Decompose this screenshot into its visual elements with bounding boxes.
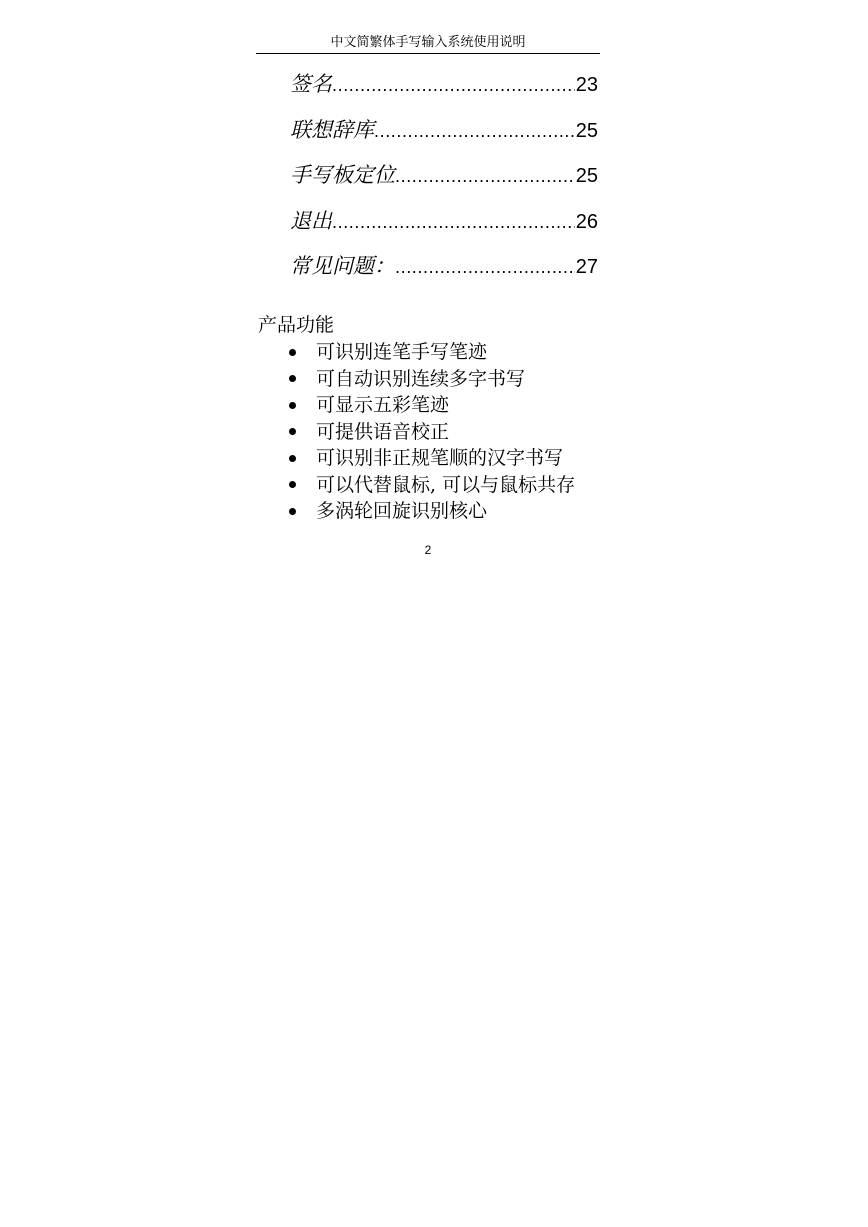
list-item: [286, 498, 616, 525]
list-item-text: 可提供语音校正: [316, 420, 450, 443]
list-item-text: 多涡轮回旋识别核心: [316, 500, 488, 523]
table-of-contents: [290, 66, 598, 294]
toc-entry: [290, 203, 598, 249]
bullet-icon: [289, 349, 296, 356]
bullet-icon: [289, 375, 296, 382]
toc-entry-title: 签名: [290, 72, 332, 96]
list-item: [286, 472, 616, 499]
list-item-text: 可显示五彩笔迹: [316, 394, 450, 417]
toc-entry-page: 26: [575, 210, 598, 233]
list-item: [286, 366, 616, 393]
toc-dot-leader: [395, 249, 575, 285]
toc-dot-leader: [332, 204, 575, 240]
section-heading: 产品功能: [258, 314, 335, 336]
toc-entry-page: 23: [575, 74, 598, 96]
toc-entry-title: 手写板定位: [290, 163, 395, 187]
bullet-icon: [289, 508, 296, 515]
toc-entry-page: 27: [575, 256, 598, 278]
bullet-icon: [289, 455, 296, 462]
toc-entry: [290, 112, 598, 158]
toc-entry: [290, 248, 598, 294]
list-item: [286, 339, 616, 366]
toc-dot-leader: [332, 67, 575, 103]
header-rule: [256, 53, 600, 54]
list-item: [286, 392, 616, 419]
feature-list: [286, 339, 616, 525]
list-item: [286, 419, 616, 446]
toc-dot-leader: [395, 158, 575, 194]
page-number: 2: [424, 543, 432, 557]
bullet-icon: [289, 402, 296, 409]
bullet-icon: [289, 428, 296, 435]
toc-entry-title: 常见问题：: [290, 254, 395, 278]
list-item-text: 可识别非正规笔顺的汉字书写: [316, 447, 564, 470]
toc-entry: [290, 66, 598, 112]
running-header: 中文简繁体手写输入系统使用说明: [330, 35, 526, 50]
list-item-text: 可自动识别连续多字书写: [316, 367, 526, 390]
toc-entry-title: 退出: [290, 208, 332, 233]
list-item: [286, 445, 616, 472]
toc-entry-title: 联想辞库: [290, 117, 374, 142]
list-item-text: 可识别连笔手写笔迹: [316, 341, 488, 364]
toc-entry-page: 25: [575, 119, 598, 142]
list-item-text: 可以代替鼠标, 可以与鼠标共存: [316, 473, 576, 496]
bullet-icon: [289, 481, 296, 488]
toc-dot-leader: [374, 113, 575, 149]
toc-entry-page: 25: [575, 165, 598, 187]
toc-entry: [290, 157, 598, 203]
